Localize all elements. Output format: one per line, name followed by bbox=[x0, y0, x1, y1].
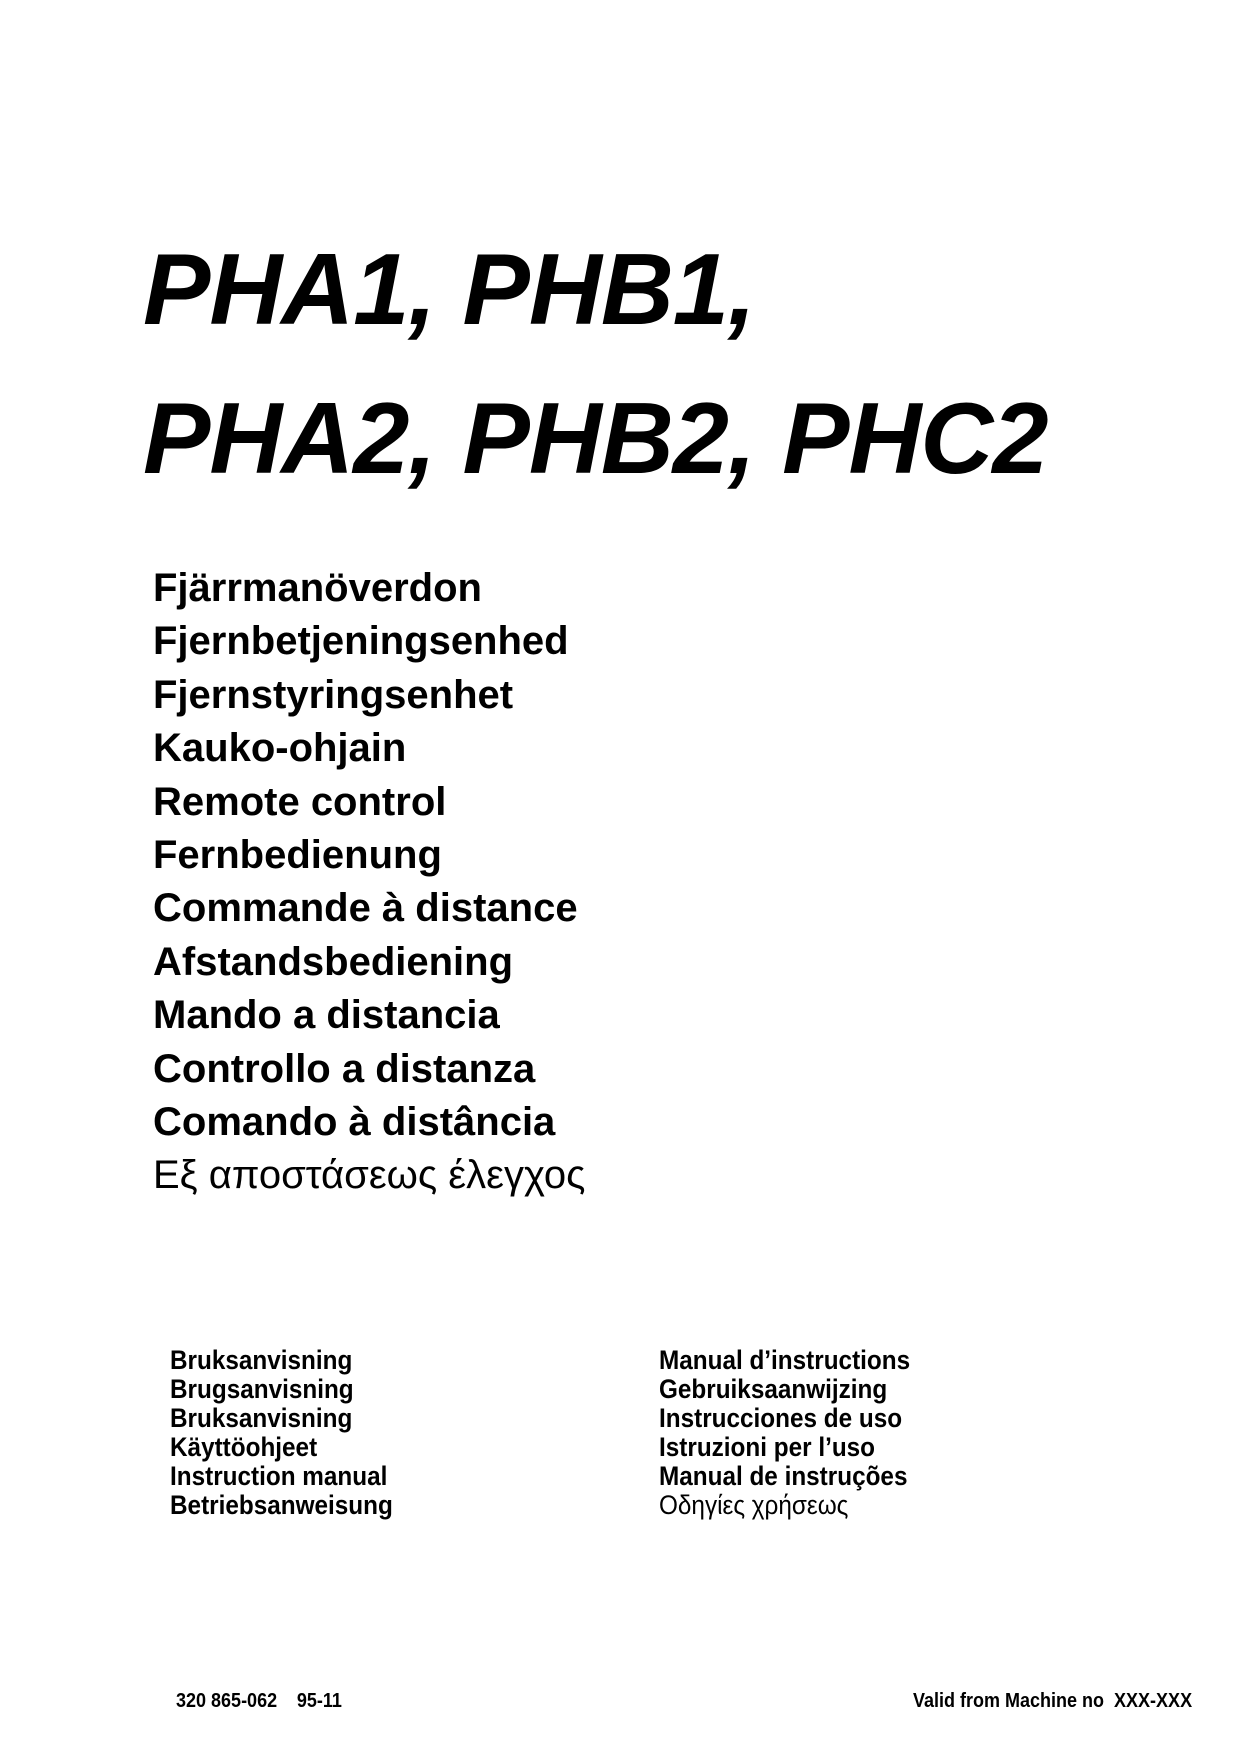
manual-title: Gebruiksaanwijzing bbox=[659, 1374, 888, 1404]
manual-title: Bruksanvisning bbox=[170, 1345, 353, 1375]
product-name: Remote control bbox=[153, 779, 447, 824]
manual-title: Οδηγίες χρήσεως bbox=[659, 1490, 849, 1520]
manual-titles-right-column bbox=[659, 1346, 938, 1520]
product-name: Fjernstyringsenhet bbox=[153, 672, 514, 717]
manual-title: Bruksanvisning bbox=[170, 1403, 353, 1433]
product-name: Commande à distance bbox=[153, 886, 578, 931]
product-name: Εξ αποστάσεως έλεγχος bbox=[153, 1153, 586, 1198]
manual-title: Käyttöohjeet bbox=[170, 1432, 318, 1462]
footer-validity: Valid from Machine no XXX-XXX bbox=[912, 1690, 1192, 1712]
product-name: Comando à distância bbox=[153, 1099, 556, 1144]
product-name: Fjärrmanöverdon bbox=[153, 566, 482, 610]
part-number: 320 865-062 bbox=[176, 1690, 278, 1712]
product-name: Mando a distancia bbox=[153, 993, 500, 1038]
manual-title: Istruzioni per l’uso bbox=[659, 1432, 876, 1462]
manual-title: Brugsanvisning bbox=[170, 1374, 354, 1404]
product-name: Fjernbetjeningsenhed bbox=[153, 619, 569, 664]
edition-date: 95-11 bbox=[296, 1690, 342, 1712]
product-name: Controllo a distanza bbox=[153, 1046, 536, 1091]
document-title-line-1: PHA1, PHB1, bbox=[143, 234, 756, 346]
manual-title: Manual d’instructions bbox=[659, 1345, 911, 1375]
product-name: Afstandsbediening bbox=[153, 939, 514, 984]
manual-title: Manual de instruções bbox=[659, 1461, 908, 1491]
document-title-line-2: PHA2, PHB2, PHC2 bbox=[143, 383, 1048, 495]
product-name-list bbox=[153, 562, 585, 1203]
footer-document-code bbox=[176, 1690, 342, 1712]
manual-title: Instrucciones de uso bbox=[659, 1403, 903, 1433]
product-name: Fernbedienung bbox=[153, 832, 442, 877]
manual-title: Betriebsanweisung bbox=[170, 1490, 393, 1520]
manual-titles-left-column bbox=[170, 1346, 418, 1520]
product-name: Kauko-ohjain bbox=[153, 726, 407, 771]
manual-title: Instruction manual bbox=[170, 1461, 388, 1491]
